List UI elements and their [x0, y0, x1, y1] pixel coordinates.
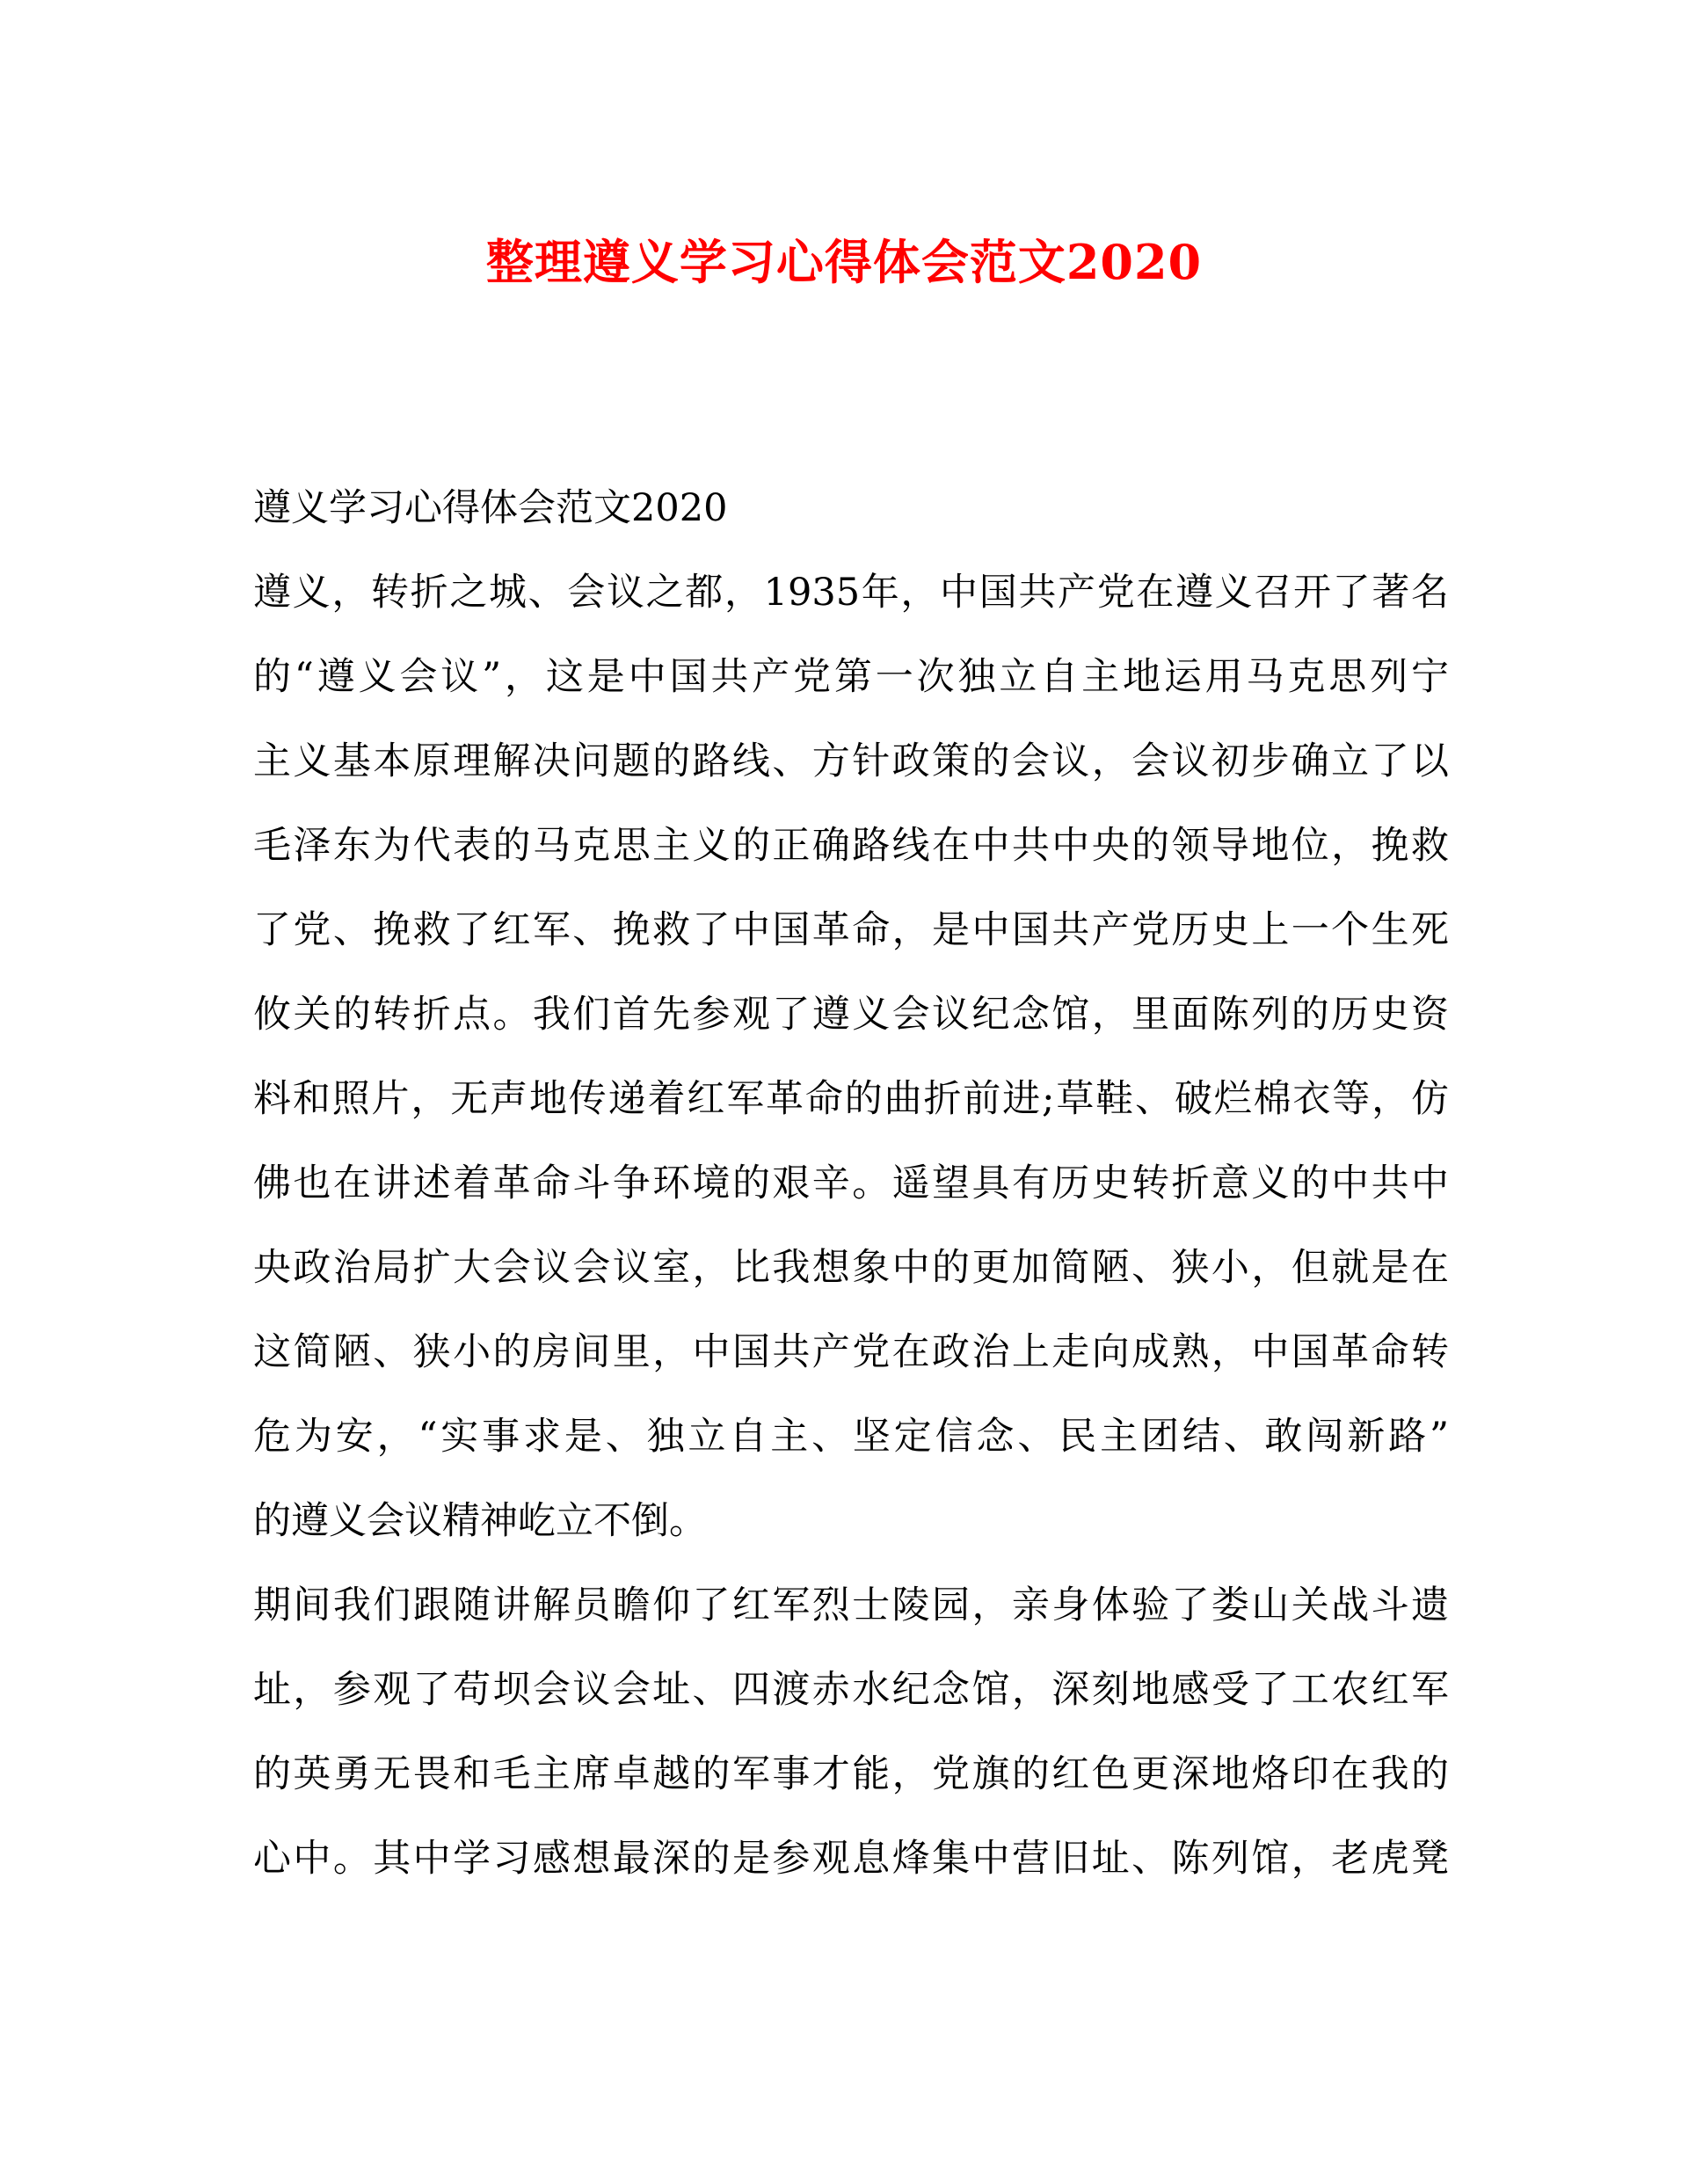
text-line: 的英勇无畏和毛主席卓越的军事才能，党旗的红色更深地烙印在我的 [253, 1752, 1449, 1796]
text-line: 的遵义会议精神屹立不倒。 [253, 1499, 707, 1543]
text-line: 主义基本原理解决问题的路线、方针政策的会议，会议初步确立了以 [253, 739, 1449, 783]
text-line: 攸关的转折点。我们首先参观了遵义会议纪念馆，里面陈列的历史资 [253, 993, 1449, 1037]
text-line: 遵义，转折之城、会议之都，1935年，中国共产党在遵义召开了著名 [253, 571, 1449, 615]
text-line: 毛泽东为代表的马克思主义的正确路线在中共中央的领导地位，挽救 [253, 824, 1449, 868]
text-line: 址，参观了苟坝会议会址、四渡赤水纪念馆，深刻地感受了工农红军 [253, 1668, 1449, 1712]
text-line: 料和照片，无声地传递着红军革命的曲折前进;草鞋、破烂棉衣等，仿 [253, 1077, 1449, 1121]
text-line: 的“遵义会议”，这是中国共产党第一次独立自主地运用马克思列宁 [253, 655, 1449, 699]
text-line: 危为安，“实事求是、独立自主、坚定信念、民主团结、敢闯新路” [253, 1415, 1449, 1459]
text-line: 佛也在讲述着革命斗争环境的艰辛。遥望具有历史转折意义的中共中 [253, 1161, 1449, 1205]
document-title: 整理遵义学习心得体会范文2020 [485, 234, 1203, 290]
text-line: 央政治局扩大会议会议室，比我想象中的更加简陋、狭小，但就是在 [253, 1246, 1449, 1290]
text-line: 了党、挽救了红军、挽救了中国革命，是中国共产党历史上一个生死 [253, 908, 1449, 952]
text-line: 期间我们跟随讲解员瞻仰了红军烈士陵园，亲身体验了娄山关战斗遗 [253, 1583, 1449, 1627]
text-line: 这简陋、狭小的房间里，中国共产党在政治上走向成熟，中国革命转 [253, 1330, 1449, 1374]
document-body [253, 466, 1449, 1901]
text-line: 心中。其中学习感想最深的是参观息烽集中营旧址、陈列馆，老虎凳 [253, 1837, 1449, 1881]
text-line: 遵义学习心得体会范文2020 [253, 486, 728, 530]
